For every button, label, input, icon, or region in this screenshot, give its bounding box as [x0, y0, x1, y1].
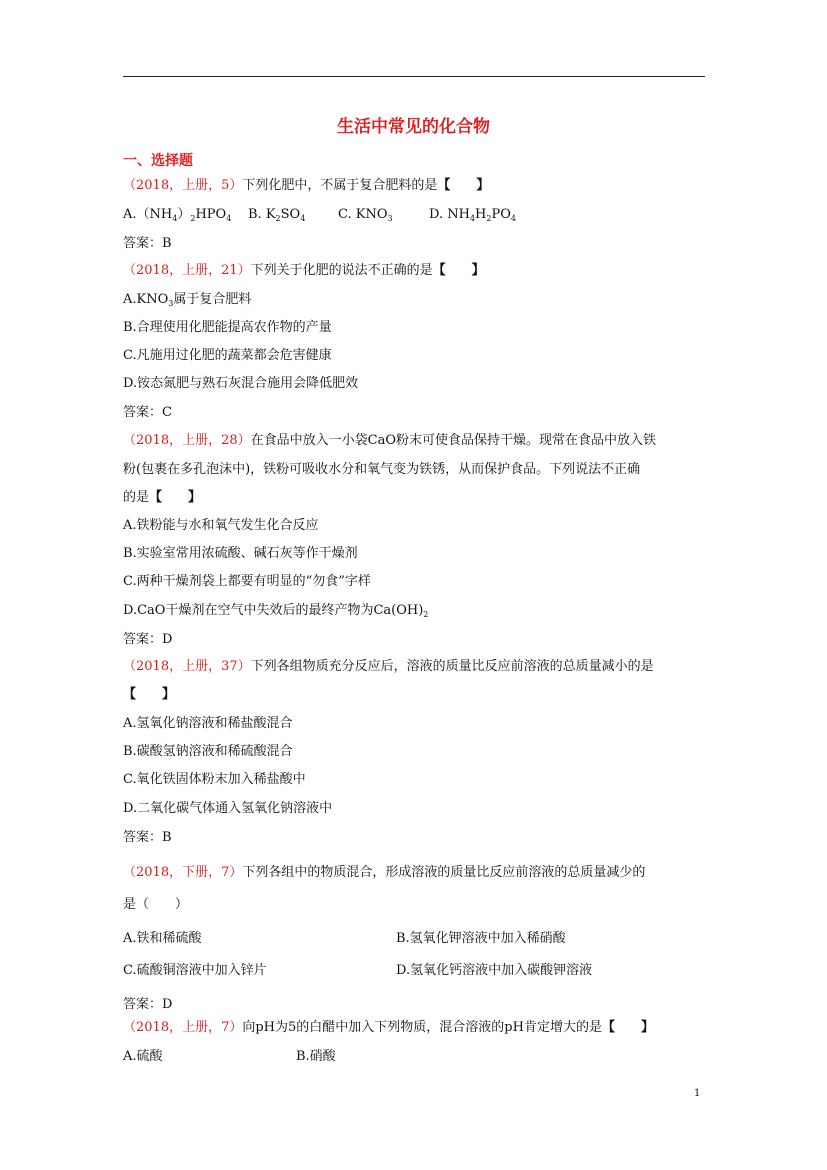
question-6-stem: （2018，上册，7）向pH为5的白醋中加入下列物质，混合溶液的pH肯定增大的是【 】 — [123, 1020, 654, 1035]
question-2-stem: （2018，上册，21）下列关于化肥的说法不正确的是【 】 — [123, 263, 485, 278]
question-source: （2018，上册，28） — [123, 433, 251, 448]
option-c: C.氧化铁固体粉末加入稀盐酸中 — [123, 772, 306, 787]
option-d: D.铵态氮肥与熟石灰混合施用会降低肥效 — [123, 376, 359, 391]
option-b: B.硝酸 — [296, 1049, 336, 1064]
option-b: B.实验室常用浓硫酸、碱石灰等作干燥剂 — [123, 546, 358, 561]
question-3-line-2: 粉(包裹在多孔泡沫中)，铁粉可吸收水分和氧气变为铁锈，从而保护食品。下列说法不正确 — [123, 462, 641, 477]
question-4-stem: （2018，上册，37）下列各组物质充分反应后，溶液的质量比反应前溶液的总质量减小的是 — [123, 659, 654, 674]
question-source: （2018，下册，7） — [123, 865, 243, 880]
option-a: A.铁粉能与水和氧气发生化合反应 — [123, 518, 319, 533]
question-5-line-2: 是（ ） — [123, 897, 189, 912]
answer-4: 答案：B — [123, 830, 172, 845]
option-c: C.凡施用过化肥的蔬菜都会危害健康 — [123, 348, 332, 363]
answer-5: 答案：D — [123, 997, 173, 1012]
option-a: A.硫酸 — [123, 1049, 163, 1064]
option-b: B. $K_2SO_4$ — [248, 207, 306, 223]
question-3-line-3: 的是【 】 — [123, 490, 202, 505]
answer-2: 答案：C — [123, 405, 172, 420]
option-a: A.铁和稀硫酸 — [123, 931, 202, 946]
answer-1: 答案：B — [123, 236, 172, 251]
section-heading: 一、选择题 — [123, 153, 193, 169]
option-d: D.CaO干燥剂在空气中失效后的最终产物为$Ca(OH)_2$ — [123, 603, 429, 619]
option-c: C. $KNO_3$ — [338, 207, 393, 223]
option-a: $A.KNO_3$属于复合肥料 — [123, 292, 252, 308]
answer-3: 答案：D — [123, 632, 173, 647]
option-b: B.氢氧化钾溶液中加入稀硝酸 — [396, 931, 566, 946]
question-5-stem: （2018，下册，7）下列各组中的物质混合，形成溶液的质量比反应前溶液的总质量减少的 — [123, 865, 646, 880]
page-title: 生活中常见的化合物 — [337, 117, 490, 137]
option-d: D.氢氧化钙溶液中加入碳酸钾溶液 — [396, 963, 593, 978]
option-b: B.碳酸氢钠溶液和稀硫酸混合 — [123, 744, 293, 759]
question-1-options — [123, 206, 516, 224]
question-source: （2018，上册，21） — [123, 263, 251, 278]
question-1-stem: （2018，上册，5）下列化肥中，不属于复合肥料的是【 】 — [123, 178, 490, 193]
question-source: （2018，上册，37） — [123, 659, 251, 674]
question-source: （2018，上册，5） — [123, 178, 243, 193]
option-a: $A.(NH_4)_2HPO_4$ — [123, 207, 232, 223]
header-rule — [123, 76, 705, 77]
option-a: A.氢氧化钠溶液和稀盐酸混合 — [123, 716, 293, 731]
option-b: B.合理使用化肥能提高农作物的产量 — [123, 320, 332, 335]
page-number: 1 — [694, 1088, 701, 1099]
option-d: D.二氧化碳气体通入氢氧化钠溶液中 — [123, 801, 333, 816]
question-3-stem: （2018，上册，28）在食品中放入一小袋CaO粉末可使食品保持干燥。现常在食品中放入铁 — [123, 433, 656, 448]
option-c: C.两种干燥剂袋上都要有明显的“勿食”字样 — [123, 574, 371, 589]
option-c: C.硫酸铜溶液中加入锌片 — [123, 963, 267, 978]
question-source: （2018，上册，7） — [123, 1020, 243, 1035]
option-d: D. $NH_4H_2PO_4$ — [429, 207, 516, 223]
question-4-bracket: 【 】 — [123, 687, 176, 702]
